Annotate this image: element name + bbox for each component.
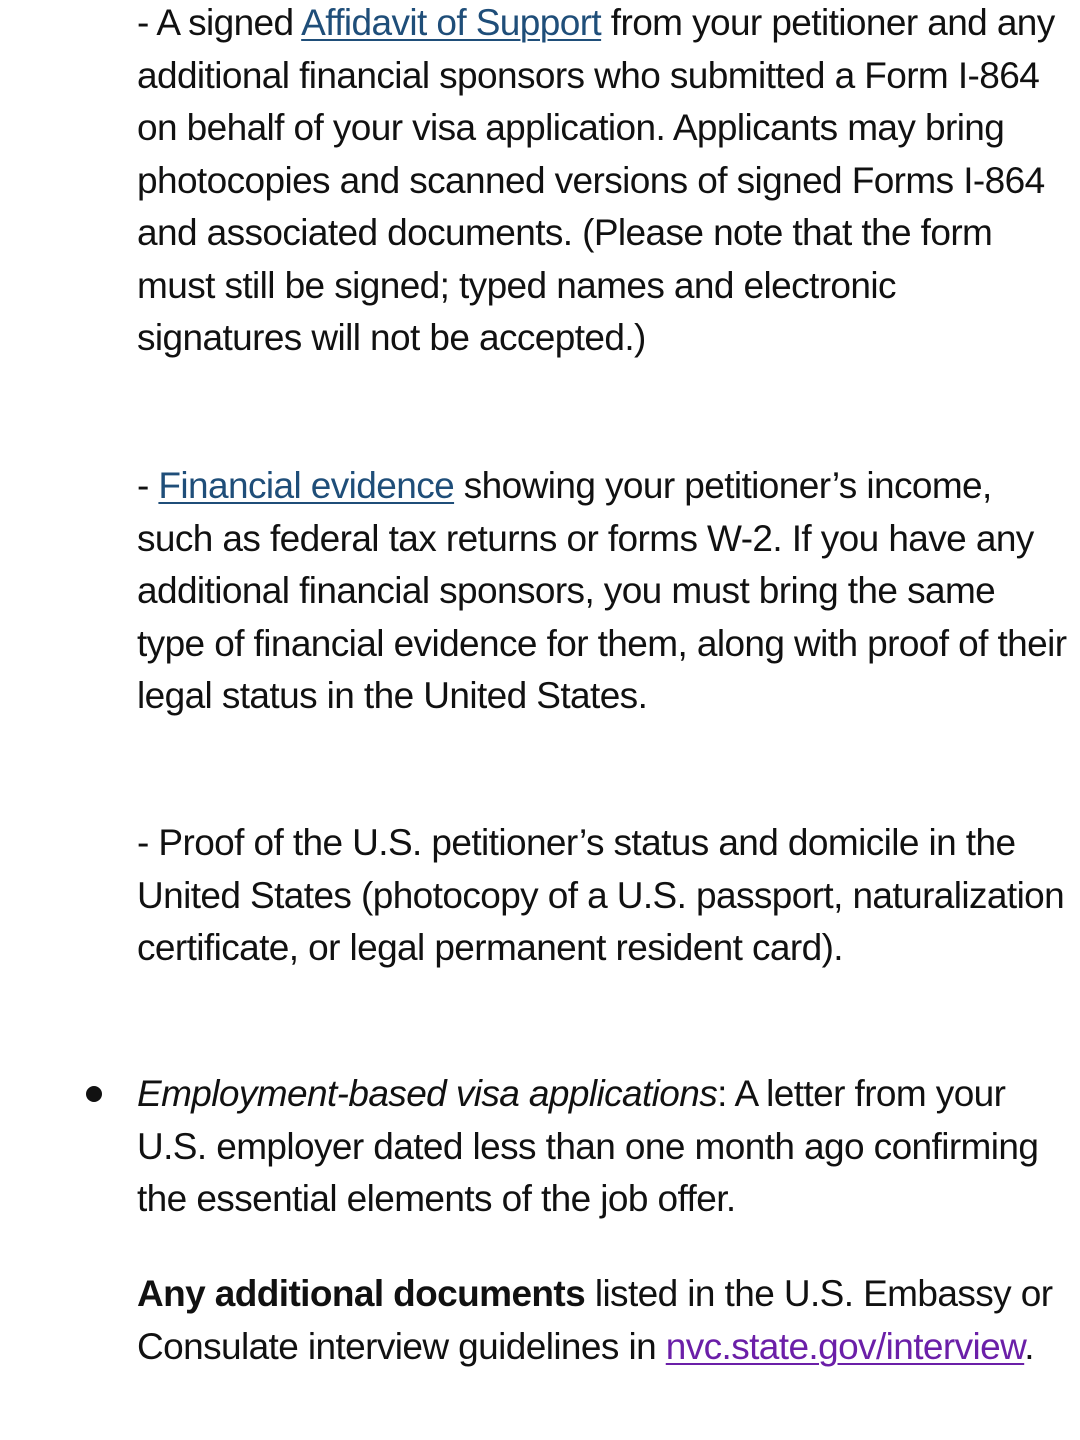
affidavit-of-support-link[interactable]: Affidavit of Support: [301, 2, 602, 43]
additional-text: listed in the U.S. Embassy or Consulate interview guidelines in: [137, 1273, 1053, 1367]
affidavit-paragraph: [137, 0, 1067, 365]
additional-suffix: .: [1024, 1325, 1034, 1367]
employment-paragraph: [137, 1068, 1067, 1226]
financial-prefix: -: [137, 465, 159, 506]
employment-heading: Employment-based visa applications: [137, 1073, 718, 1114]
nvc-interview-link[interactable]: nvc.state.gov/interview: [665, 1325, 1025, 1367]
financial-evidence-paragraph: [137, 460, 1067, 723]
bullet-marker: [86, 1086, 102, 1102]
financial-text: showing your petitioner’s income, such as federal tax returns or forms W-2. If you have any additional financial sponsors, you must bring the same type of financial evidence for them, along with proof of their legal status in the United States.: [137, 465, 1067, 716]
financial-evidence-link[interactable]: Financial evidence: [158, 465, 455, 506]
proof-of-status-paragraph: [137, 817, 1067, 975]
affidavit-prefix: - A signed: [137, 2, 302, 43]
employment-text: : A letter from your U.S. employer dated less than one month ago confirming the essential elements of the job offer.: [137, 1073, 1039, 1219]
proof-text: - Proof of the U.S. petitioner’s status and domicile in the United States (photocopy of a U.S. passport, naturalization certificate, or legal permanent resident card).: [137, 822, 1065, 968]
additional-documents-heading: Any additional documents: [137, 1273, 586, 1314]
additional-documents-paragraph: [137, 1268, 1067, 1373]
affidavit-text: from your petitioner and any additional financial sponsors who submitted a Form I-864 on behalf of your visa application. Applicants may bring photocopies and scanned versions of signed Forms I-864 and associated documents. (Please note that the form must still be signed; typed names and electronic signatures will not be accepted.): [137, 2, 1055, 358]
